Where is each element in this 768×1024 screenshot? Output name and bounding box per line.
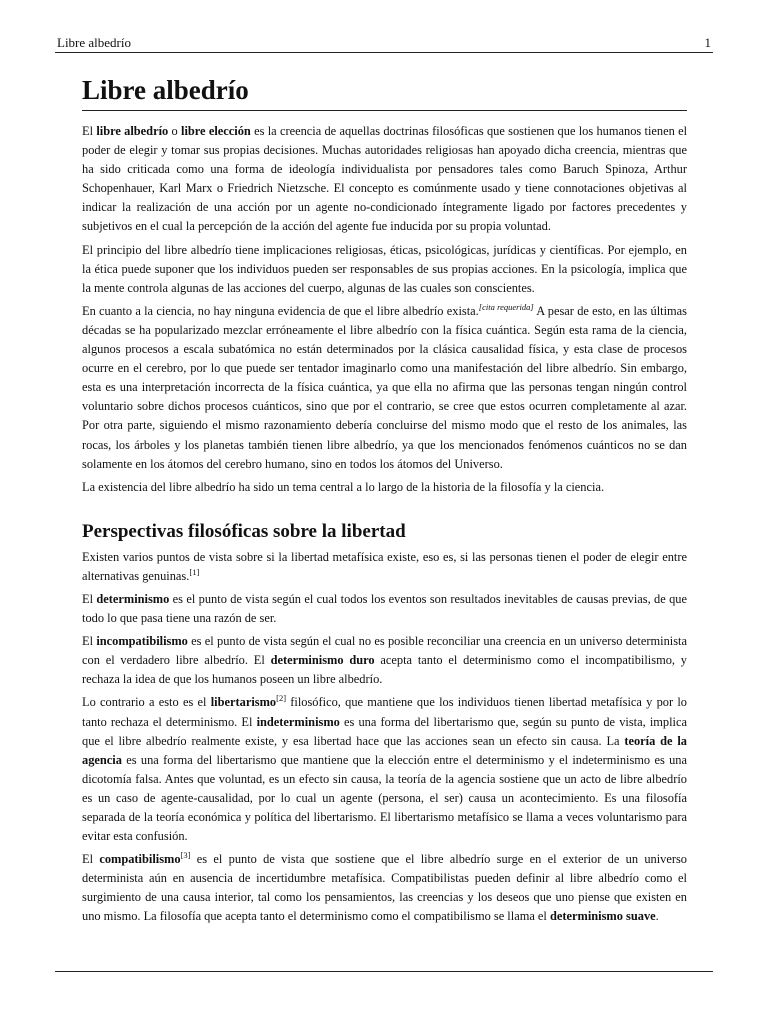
page-number: 1 xyxy=(704,35,711,50)
text-run: o xyxy=(168,124,181,138)
intro-paragraph-1 xyxy=(82,122,687,237)
text-run: es el punto de vista según el cual todos los eventos son resultados inevitables de causas previas, de que todo lo que pasa tiene una razón de ser. xyxy=(82,591,687,626)
bold-term: incompatibilismo xyxy=(96,634,188,649)
text-run: El xyxy=(82,634,97,649)
citation-link[interactable]: [1] xyxy=(189,566,200,577)
bold-term: determinismo suave xyxy=(549,909,656,924)
section-heading: Perspectivas filosóficas sobre la libertad xyxy=(82,520,406,542)
text-run: es la creencia de aquellas doctrinas filosóficas que sostienen que los humanos tienen el poder de elegir y tomar sus propias decisiones. Muchas autoridades religiosas han apoyado dicha creencia, mientras que ha sido criticada como una forma de ideología individualista por pensadores tales como Baruch Spinoza, Arthur Schopenhauer, Karl Marx o Friedrich Nietzsche. El concepto es comúnmente usado y tiene connotaciones objetivas al indicar la realización de una acción por un agente no-condicionado íntegramente ligado por factores precedentes y subjetivos en el cual la percepción de la acción del agente fue inducida por su propia voluntad. xyxy=(82,124,688,234)
bold-term: indeterminismo xyxy=(256,714,340,729)
text-run: es el punto de vista según el cual no es posible reconciliar una creencia en un universo determinista con el verdadero libre albedrío. El xyxy=(82,634,687,668)
text-run: El xyxy=(82,852,100,867)
footer-rule xyxy=(55,971,713,972)
citation-link[interactable]: [3] xyxy=(180,850,191,861)
text-run: es el punto de vista que sostiene que el libre albedrío surge en el exterior de un universo determinista aún en ausencia de incertidumbre metafísica. Compatibilistas pueden definir al libre albedrío como el surgimiento de una causa interior, tal como los pensamientos, las creencias y los deseos que uno piense que existen en uno mismo. La filosofía que acepta tanto el determinismo como el compatibilismo se llama el xyxy=(82,852,688,924)
bold-term: libertarismo xyxy=(210,695,277,710)
intro-paragraph-4 xyxy=(82,478,687,497)
bold-term: libre albedrío xyxy=(96,124,169,138)
text-run: filosófico, que mantiene que los individuos tienen libertad metafísica y por lo tanto rechaza el determinismo. El xyxy=(82,695,687,729)
article-body xyxy=(82,73,687,931)
text-run: Existen varios puntos de vista sobre si la libertad metafísica existe, eso es, si las personas tienen el poder de elegir entre alternativas genuinas. xyxy=(82,549,687,583)
text-run: En cuanto a la ciencia, no hay ninguna evidencia de que el libre albedrío exista. xyxy=(82,303,479,318)
section-paragraph-5 xyxy=(82,850,687,926)
text-run: El xyxy=(82,591,97,606)
section-paragraph-1 xyxy=(82,548,687,586)
section-paragraph-3 xyxy=(82,632,687,689)
text-run: El xyxy=(82,124,97,138)
citation-link[interactable]: [cita requerida] xyxy=(478,301,534,312)
section-paragraph-2 xyxy=(82,590,687,628)
running-header xyxy=(55,33,713,53)
text-run: El principio del libre albedrío tiene implicaciones religiosas, éticas, psicológicas, jurídicas y científicas. Por ejemplo, en la ética puede suponer que los individuos pueden ser responsables de sus propias acciones. En la psicología, implica que la mente controla algunas de las acciones del cuerpo, algunas de las cuales son conscientes. xyxy=(82,242,687,295)
bold-term: libre elección xyxy=(181,124,251,138)
bold-term: teoría de la agencia xyxy=(82,733,687,767)
text-run: Lo contrario a esto es el xyxy=(82,695,211,710)
intro-paragraph-2 xyxy=(82,241,687,298)
intro-paragraph-3 xyxy=(82,302,687,474)
bold-term: determinismo xyxy=(96,591,170,606)
text-run: acepta tanto el determinismo como el incompatibilismo, y rechaza la idea de que los humanos poseen un libre albedrío. xyxy=(82,653,687,687)
text-run: es una forma del libertarismo que mantiene que la elección entre el determinismo y el indeterminismo es una dicotomía falsa. Antes que voluntad, es un efecto sin causa, la teoría de la agencia sostiene que un acto de libre albedrío es un caso de agente-causalidad, por lo cual un agente (persona, el ser) causa un acontecimiento. Es una filosofía separada de la teoría económica y política del libertarismo. El libertarismo metafísico se llama a veces voluntarismo para evitar esta confusión. xyxy=(82,752,687,844)
bold-term: determinismo duro xyxy=(270,653,375,668)
bold-term: compatibilismo xyxy=(99,852,181,867)
text-run: . xyxy=(655,909,659,924)
running-header-title: Libre albedrío xyxy=(57,35,131,50)
text-run: La existencia del libre albedrío ha sido un tema central a lo largo de la historia de la filosofía y la ciencia. xyxy=(82,479,605,494)
article-title: Libre albedrío xyxy=(82,73,687,111)
text-run: A pesar de esto, en las últimas décadas se ha popularizado mezclar erróneamente el libre albedrío con la física cuántica. Según esta rama de la ciencia, algunos procesos a escala subatómica no están determinados por la clásica causalidad física, y esta clase de procesos ocurre en el cerebro, por lo que puede ser tentador imaginarlo como una manifestación del libre albedrío. Sin embargo, esta es una interpretación incorrecta de la física cuántica, ya que ella no afirma que las personas tengan ningún control voluntario sobre dichos procesos cuánticos, sino que por el contrario, se cree que estos ocurren completamente al azar. Por otra parte, siguiendo el mismo razonamiento debería concluirse del mismo modo que el resto de los animales, las rocas, los árboles y los planetas también tienen libre albedrío, ya que los mencionados fenómenos cuánticos no se dan solamente en los átomos del cerebro humano, sino en todos los átomos del Universo. xyxy=(82,303,687,471)
section-paragraph-4 xyxy=(82,693,687,846)
citation-link[interactable]: [2] xyxy=(276,693,287,704)
text-run: es una forma del libertarismo que, según su punto de vista, implica que el libre albedrío realmente existe, y esa libertad hace que las acciones sean un efecto sin causa. La xyxy=(82,714,688,748)
